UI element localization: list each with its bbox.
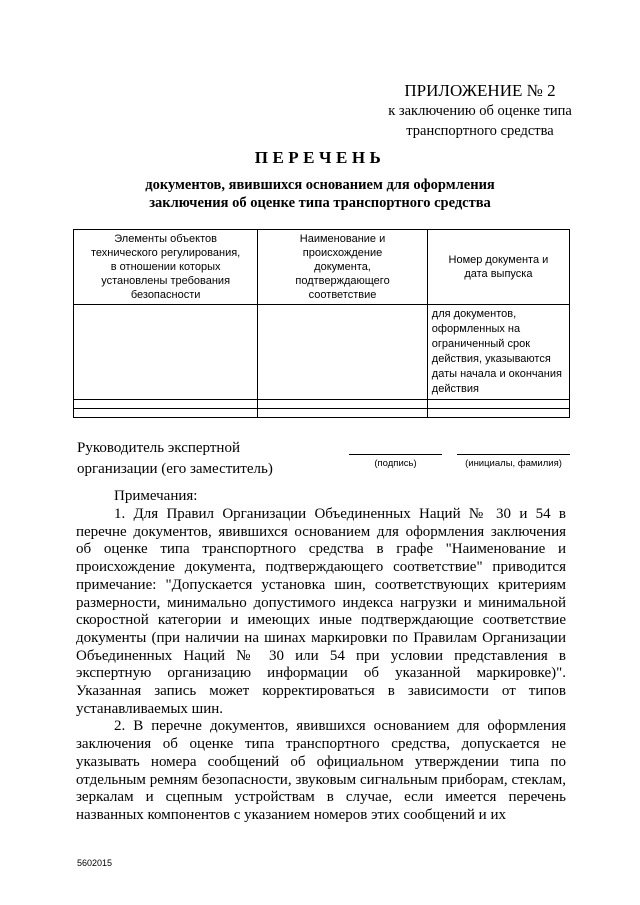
signature-caption: (подпись) (374, 458, 417, 469)
signer-label (77, 438, 273, 480)
appendix-heading (360, 81, 600, 141)
table-cell (74, 409, 258, 418)
table-cell (258, 305, 428, 400)
documents-table (73, 229, 570, 418)
appendix-number: ПРИЛОЖЕНИЕ № 2 (404, 81, 556, 100)
table-header-document-name: Наименование и происхождение документа, подтверждающего соответствие (258, 230, 428, 305)
name-caption: (инициалы, фамилия) (465, 458, 562, 469)
table-cell (258, 409, 428, 418)
table-cell (74, 400, 258, 409)
name-line (457, 454, 570, 455)
table-header-row (74, 230, 570, 305)
signer-line2: организации (его заместитель) (77, 461, 273, 477)
appendix-reference-line1: к заключению об оценке типа (388, 103, 572, 119)
appendix-reference-line2: транспортного средства (406, 123, 554, 139)
note-item-1: 1. Для Правил Организации Объединенных Наций № 30 и 54 в перечне документов, явившихся основанием для оформления заключения об оценке типа транспортного средства в графе "Наименование и происхождение документа, подтверждающего соответствие" приводится примечание: "Допускается установка шин, соответствующих критериям размерности, минимально допустимого индекса нагрузки и минимальной скоростной категории и имеющих иные подтверждающие соответствие документы (при наличии на шинах маркировки по Правилам Организации Объединенных Наций № 30 или 54 при условии представления в экспертную организацию информации об указанной маркировке)". Указанная запись может корректироваться в зависимости от типов устанавливаемых шин. (76, 506, 566, 717)
document-title: ПЕРЕЧЕНЬ (254, 148, 386, 167)
table-cell (427, 400, 569, 409)
signature-line (349, 454, 442, 455)
notes-body (76, 506, 566, 825)
subtitle-line2: заключения об оценке типа транспортного средства (149, 195, 491, 211)
table-row (74, 400, 570, 409)
signer-line1: Руководитель экспертной (77, 440, 240, 456)
table-row (74, 305, 570, 400)
note-item-2: 2. В перечне документов, явившихся основанием для оформления заключения об оценке типа транспортного средства, допускается не указывать номера сообщений об официальном утверждении типа по отдельным ремням безопасности, звуковым сигнальным приборам, стеклам, зеркалам и сцепным устройствам в случае, если имеется перечень названных компонентов с указанием номеров этих сообщений и их (76, 718, 566, 823)
subtitle-line1: документов, явившихся основанием для оформления (145, 177, 495, 193)
table-cell-note: для документов, оформленных на ограниченный срок действия, указываются даты начала и окончания действия (427, 305, 569, 400)
footer-code: 5602015 (77, 858, 113, 868)
table-cell (74, 305, 258, 400)
notes-title: Примечания: (114, 488, 198, 504)
table-header-number-date: Номер документа и дата выпуска (427, 230, 569, 305)
table-cell (427, 409, 569, 418)
table-header-elements: Элементы объектов технического регулирования, в отношении которых установлены требования безопасности (74, 230, 258, 305)
table-row (74, 409, 570, 418)
table-cell (258, 400, 428, 409)
document-subtitle (80, 176, 560, 212)
